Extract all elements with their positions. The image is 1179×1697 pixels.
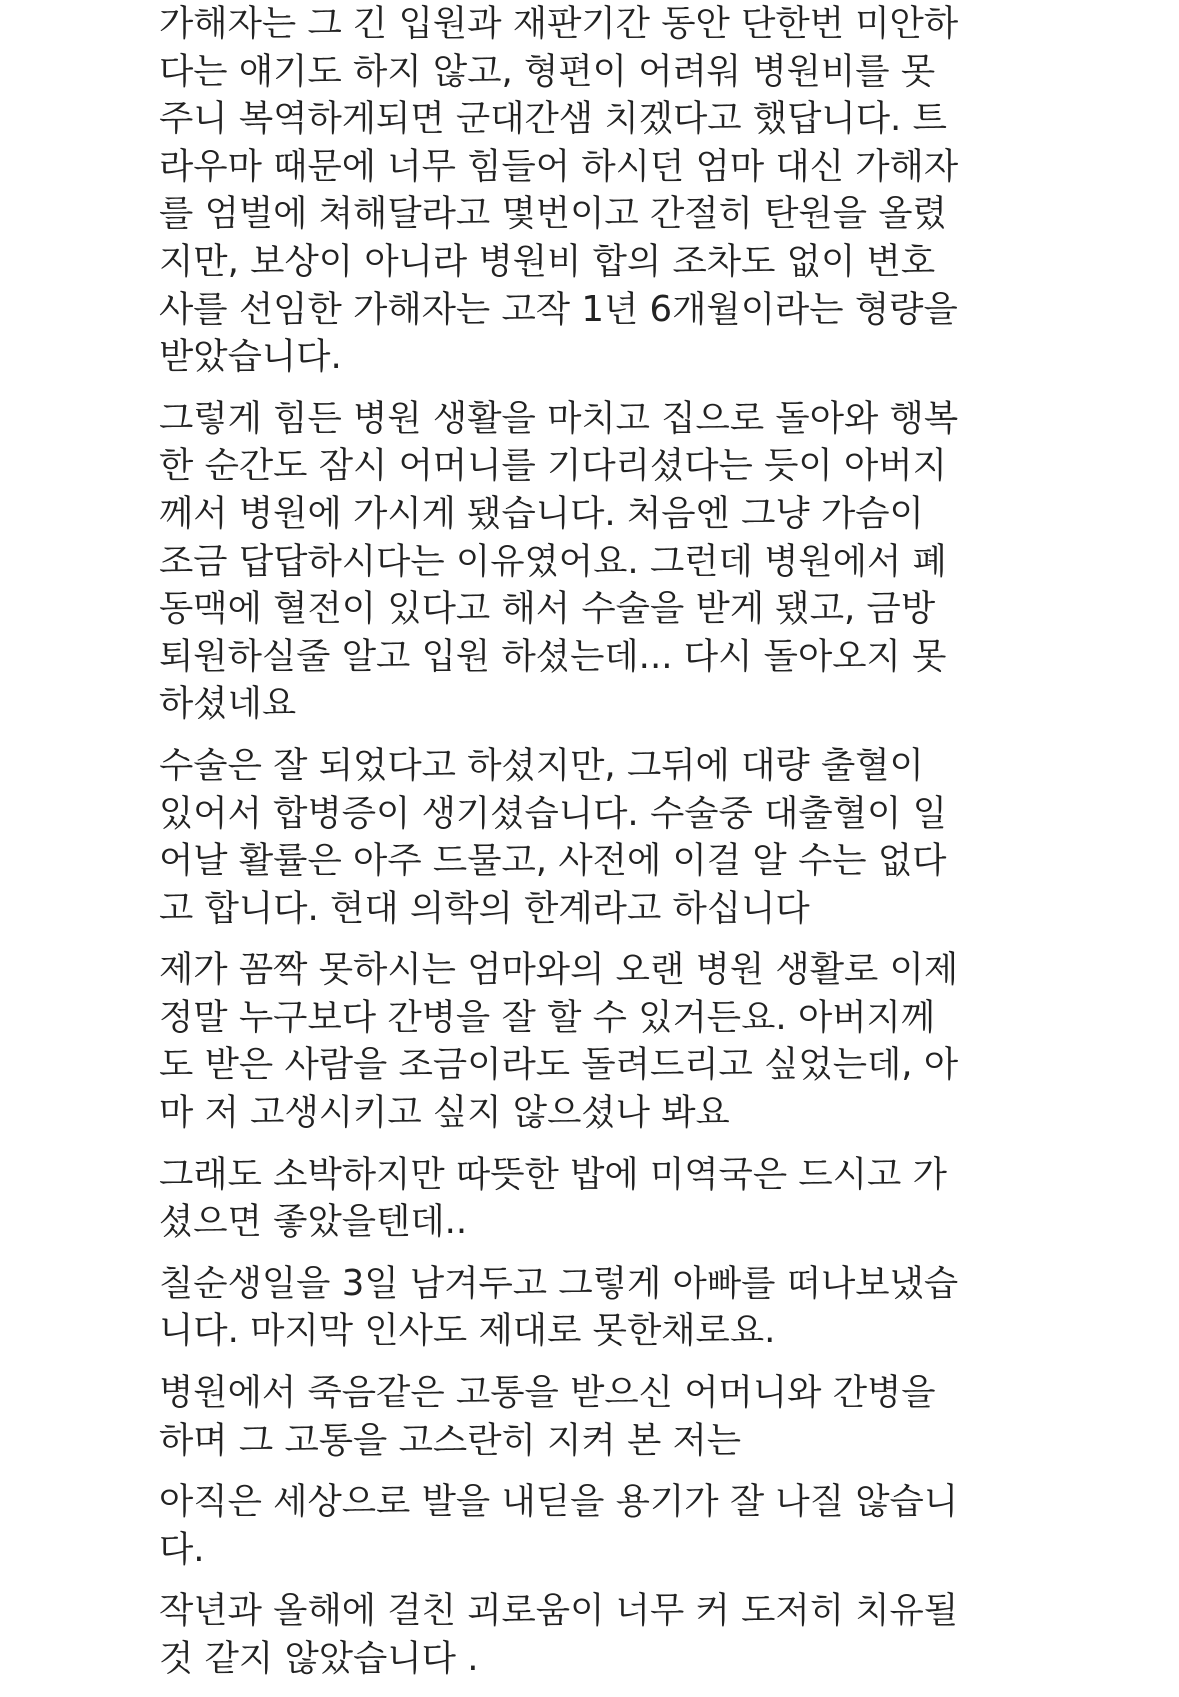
paragraph-2: 그렇게 힘든 병원 생활을 마치고 집으로 돌아와 행복 한 순간도 잠시 어머니를 기다리셨다는 듯이 아버지 께서 병원에 가시게 됐습니다. 처음엔 그냥 가슴이 조금 답답하시다는 이유였어요. 그런데 병원에서 폐 동맥에 혈전이 있다고 해서 수술을 받게 됐고, 금방 퇴원하실줄 알고 입원 하셨는데... 다시 돌아오지 못 하셨네요 bbox=[159, 397, 959, 725]
paragraph-3: 수술은 잘 되었다고 하셨지만, 그뒤에 대량 출혈이 있어서 합병증이 생기셨습니다. 수술중 대출혈이 일 어날 활률은 아주 드물고, 사전에 이걸 알 수는 없다 고 합니다. 현대 의학의 한계라고 하십니다 bbox=[159, 744, 947, 929]
article-body bbox=[159, 0, 1029, 1697]
paragraph-4: 제가 꼼짝 못하시는 엄마와의 오랜 병원 생활로 이제 정말 누구보다 간병을 잘 할 수 있거든요. 아버지께 도 받은 사람을 조금이라도 돌려드리고 싶었는데, 아 마 저 고생시키고 싶지 않으셨나 봐요 bbox=[159, 949, 959, 1134]
paragraph-9: 작년과 올해에 걸친 괴로움이 너무 커 도저히 치유될 것 같지 않았습니다 . bbox=[159, 1590, 959, 1679]
paragraph-8: 아직은 세상으로 발을 내딛을 용기가 잘 나질 않습니 다. bbox=[159, 1481, 959, 1570]
paragraph-7: 병원에서 죽음같은 고통을 받으신 어머니와 간병을 하며 그 고통을 고스란히 지켜 본 저는 bbox=[159, 1372, 936, 1461]
paragraph-1: 가해자는 그 긴 입원과 재판기간 동안 단한번 미안하 다는 얘기도 하지 않고, 형편이 어려워 병원비를 못 주니 복역하게되면 군대간샘 치겠다고 했답니다. 트 라우마 때문에 너무 힘들어 하시던 엄마 대신 가해자 를 엄벌에 쳐해달라고 몇번이고 간절히 탄원을 올렸 지만, 보상이 아니라 병원비 합의 조차도 없이 변호 사를 선임한 가해자는 고작 1년 6개월이라는 형량을 받았습니다. bbox=[159, 3, 959, 378]
paragraph-6: 칠순생일을 3일 남겨두고 그렇게 아빠를 떠나보냈습 니다. 마지막 인사도 제대로 못한채로요. bbox=[159, 1262, 959, 1352]
paragraph-5: 그래도 소박하지만 따뜻한 밥에 미역국은 드시고 가 셨으면 좋았을텐데.. bbox=[159, 1153, 947, 1243]
